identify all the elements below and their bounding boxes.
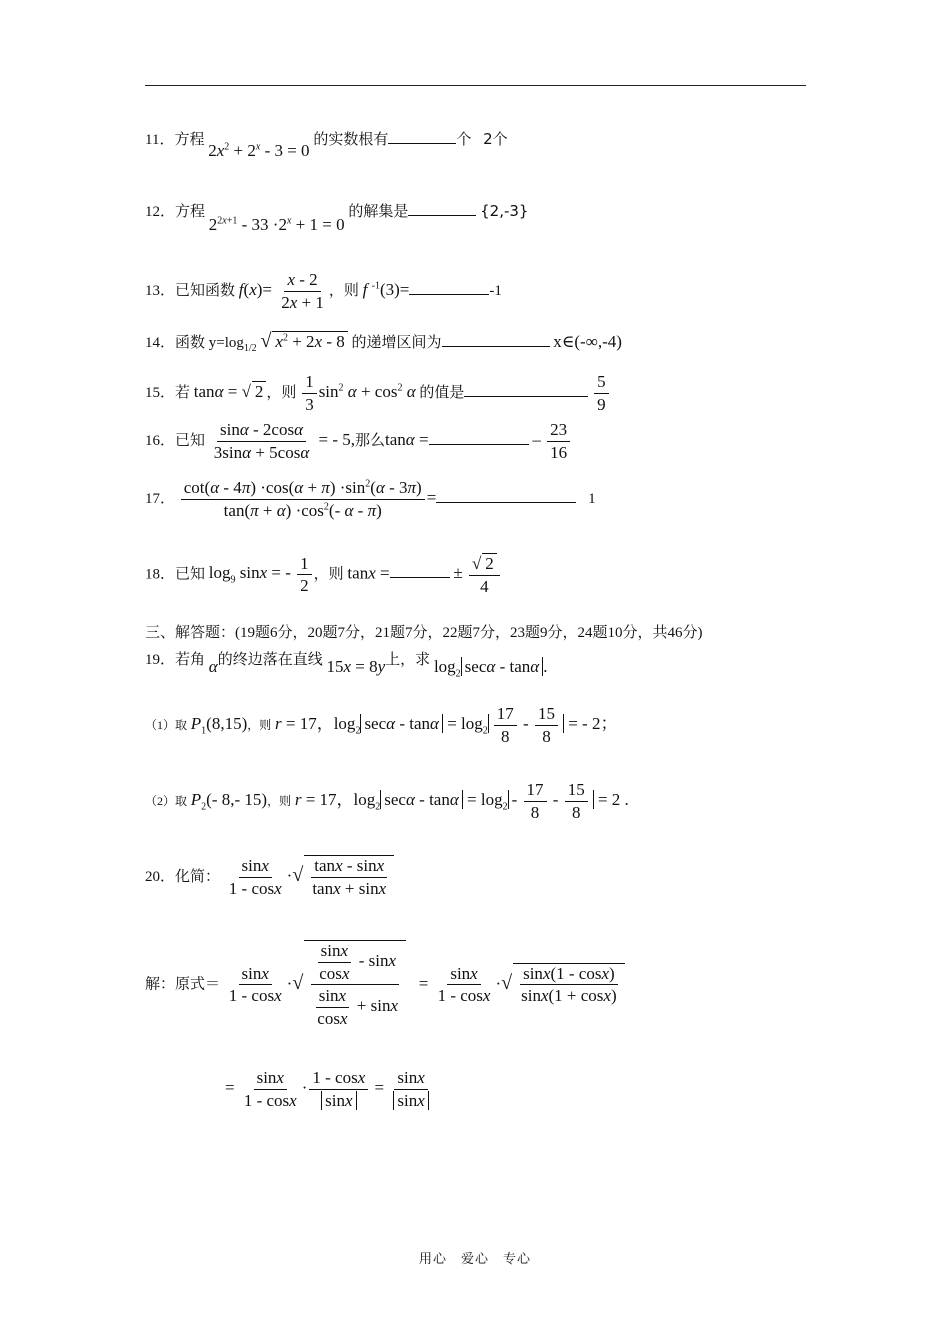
q13-function: f(x)= $\frac{x - 2}{2x + 1}$	[238, 270, 324, 312]
q20-lead: 化简：	[175, 868, 221, 885]
question-17	[145, 478, 596, 520]
q13-number: 13．	[145, 282, 176, 299]
q12-number: 12．	[145, 204, 176, 220]
q16-condition: $\frac{\sin\alpha - 2\cos\alpha}{3\sin\alpha + 5\cos\alpha}$ = - 5,	[213, 420, 355, 462]
q13-answer: -1	[489, 282, 502, 299]
q11-lead: 方程	[174, 130, 205, 148]
q18-condition: $\log_9 \sin x$ = - $\frac{1}{2}$	[209, 563, 314, 582]
q16-number: 16．	[145, 432, 176, 449]
q13-inverse: f $^{-1}$(3)=	[362, 279, 410, 299]
q20-solution-2	[225, 1068, 434, 1110]
q19-p1-label: （1）取	[145, 717, 188, 732]
q15-expression: $\frac{1}{3}$ $\sin^2 \alpha + \cos^2 \alpha$	[300, 382, 415, 401]
q12-equation: $2^{2x+1} - 33 \cdot 2^x + 1 = 0$	[208, 215, 345, 234]
q19-p2-point: $P_2(-$ 8,- 15)	[190, 789, 268, 813]
q19-mid: 的终边落在直线	[217, 652, 323, 668]
q14-number: 14．	[145, 335, 176, 351]
q19-p2-calc: r = 17，$\log_2 \sec\alpha - \tan\alpha = \log_2$ - $\frac{17}{8}$ - $\frac{15}{8}$ = 2 .	[294, 780, 629, 822]
q16-mid: 那么	[355, 432, 386, 449]
q17-number: 17．	[145, 490, 176, 507]
q19-p2-label: （2）取	[145, 793, 188, 808]
section-3-heading: 三、解答题：(19题6分，20题7分，21题7分，22题7分，23题9分，24题10分，共46分)	[145, 625, 703, 641]
q19-number: 19．	[145, 652, 176, 668]
q20-number: 20．	[145, 868, 176, 885]
question-15	[145, 372, 611, 414]
q11-equation: $2x^2 + 2^x - 3 = 0$	[208, 141, 310, 160]
question-16: 16．已知 $\frac{\sin\alpha - 2\cos\alpha}{3\sin\alpha + 5\cos\alpha}$ = - 5,那么tanα = – $\frac{23}{16}$	[145, 420, 572, 462]
q16-lead: 已知	[175, 432, 206, 449]
q18-question: tanx =	[347, 563, 390, 583]
question-13	[145, 270, 502, 312]
q17-answer: 1	[588, 490, 596, 507]
q19-part-1: （1）取 $P_1(8,15)$，则 r = 17，$\log_2 \sec\alpha - \tan\alpha = \log_2$ $\frac{17}{8}$ - $\frac{15}{8}$ = - 2；	[145, 704, 618, 746]
q15-number: 15．	[145, 384, 176, 401]
q19-part-2: （2）取 $P_2(-$ 8,- 15)，则 r = 17，$\log_2 \sec\alpha - \tan\alpha = \log_2$ - $\frac{17}{8}$ - $\frac{15}{8}$ = 2 .	[145, 780, 629, 822]
q20-step-1: $\frac{\sin x}{1 - \cos x}$ ·√ $\frac{\sin x}{\cos x}$ - sinx $\frac{\sin x}{\cos x}$ + sinx = $\frac{\sin x}{1 - \cos x}$ ·√ $\frac{\sin x(1 - \cos x)}{\sin x(1 + \cos x)}$	[224, 974, 625, 993]
footer: 用心 爱心 专心	[418, 1252, 531, 1267]
q20-sol-label: 解：原式＝	[145, 976, 221, 993]
q15-condition: tanα = √ 2	[194, 382, 267, 401]
q13-mid: ，则	[328, 282, 359, 299]
q18-blank	[390, 562, 450, 578]
top-rule	[145, 85, 806, 86]
q14-blank	[442, 331, 550, 347]
q18-number: 18．	[145, 566, 176, 583]
question-18	[145, 553, 502, 596]
q17-blank	[436, 487, 576, 503]
q11-blank	[388, 128, 456, 144]
q15-blank	[464, 381, 588, 397]
q20-step-2: = $\frac{\sin x}{1 - \cos x}$ · $\frac{1 - \cos x}{\sin x}$ = $\frac{\sin x}{\sin x}$	[225, 1078, 434, 1097]
q18-mid: ，则	[313, 566, 344, 583]
q19-lead: 若角	[175, 652, 206, 668]
q14-radical: √ $x^2 + 2x - 8$	[260, 332, 347, 351]
q15-mid: ，则	[266, 384, 297, 401]
q15-tail: 的值是	[419, 384, 465, 401]
question-12	[145, 200, 529, 234]
q17-expression: $\frac{\cot(\alpha - 4\pi) \cdot\cos(\alpha + \pi) \cdot\sin^2(\alpha - 3\pi)}{\tan(\pi + \alpha) \cdot\cos^2(- \alpha - \pi)}$ =	[179, 488, 437, 507]
question-11	[145, 128, 508, 160]
q15-lead: 若	[175, 384, 191, 401]
q18-lead: 已知	[175, 566, 206, 583]
question-14: 14．函数 $y=\log_{1/2}$ √ $x^2 + 2x - 8$ 的递增区间为 x∈(-∞,-4)	[145, 330, 622, 354]
q12-blank	[408, 200, 476, 216]
q14-answer: x∈(-∞,-4)	[553, 332, 622, 351]
q19-p1-point: $P_1(8,15)$	[190, 713, 248, 737]
q12-lead: 方程	[175, 202, 206, 220]
question-19: 19．若角 α的终边落在直线 15x = 8y上，求 $\log_2 \sec\alpha$ - tanα .	[145, 652, 548, 680]
q13-lead: 已知函数	[175, 282, 236, 299]
question-20	[145, 855, 394, 898]
q14-lead: 函数 y=log	[175, 335, 244, 351]
q11-tail: 的实数根有	[313, 130, 389, 148]
q12-tail: 的解集是	[348, 202, 409, 220]
q11-number: 11．	[145, 132, 175, 148]
q19-p1-calc: r = 17，$\log_2 \sec\alpha - \tan\alpha = \log_2$ $\frac{17}{8}$ - $\frac{15}{8}$ = - 2；	[275, 704, 618, 746]
q14-tail: 的递增区间为	[351, 335, 442, 351]
q11-answer: 2个	[483, 130, 508, 148]
q13-blank	[409, 279, 489, 295]
q18-answer: ± $\frac{√ 2}{4}$	[453, 563, 501, 582]
q11-tail2: 个	[456, 130, 472, 148]
q19-mid2: 上，求	[385, 652, 431, 668]
q16-blank	[429, 429, 529, 445]
q16-answer: – $\frac{23}{16}$	[532, 430, 572, 449]
q12-answer: {2,-3}	[480, 202, 529, 220]
q20-expression: $\frac{\sin x}{1 - \cos x}$ ·√ $\frac{\tan x - \sin x}{\tan x + \sin x}$	[224, 866, 394, 885]
q15-answer: $\frac{5}{9}$	[592, 382, 611, 401]
q20-solution-1	[145, 940, 625, 1028]
